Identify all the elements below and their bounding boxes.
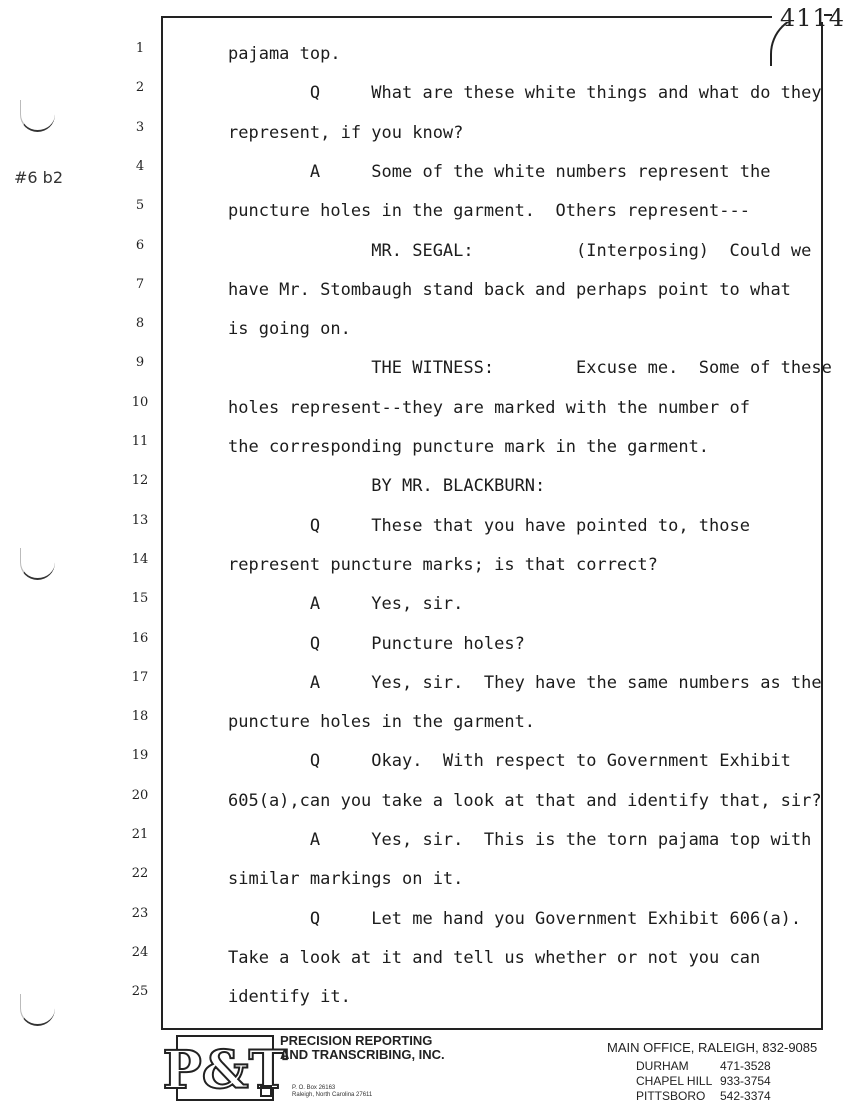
office-row-chapel-hill <box>636 1074 816 1089</box>
binder-hole-mark <box>20 994 55 1026</box>
line-number: 19 <box>131 748 149 763</box>
transcript-line: Q Let me hand you Government Exhibit 606(a). <box>228 909 802 929</box>
transcript-line: A Yes, sir. This is the torn pajama top with <box>228 830 812 850</box>
transcript-line: BY MR. BLACKBURN: <box>228 476 546 496</box>
company-logo <box>162 1032 288 1104</box>
transcript-line: Q Okay. With respect to Government Exhibit <box>228 751 791 771</box>
line-number: 5 <box>135 198 145 213</box>
line-number: 2 <box>135 80 145 95</box>
line-number: 16 <box>131 631 149 646</box>
line-number: 23 <box>131 906 149 921</box>
transcript-line: THE WITNESS: Excuse me. Some of these <box>228 358 832 378</box>
address-line2: Raleigh, North Carolina 27611 <box>292 1092 373 1098</box>
transcript-line: A Some of the white numbers represent the <box>228 162 771 182</box>
transcript-line: represent, if you know? <box>228 123 464 143</box>
line-number: 14 <box>131 552 149 567</box>
line-number: 1 <box>135 41 145 56</box>
transcript-line: puncture holes in the garment. Others represent--- <box>228 201 750 221</box>
line-number: 8 <box>135 316 145 331</box>
line-number: 9 <box>135 355 145 370</box>
line-number: 4 <box>135 159 145 174</box>
company-name-line1: PRECISION REPORTING <box>280 1033 433 1048</box>
office-city: PITTSBORO <box>636 1089 706 1103</box>
office-phone: 542-3374 <box>720 1089 771 1103</box>
transcript-line: Q These that you have pointed to, those <box>228 516 750 536</box>
transcript-line: 605(a),can you take a look at that and identify that, sir? <box>228 791 822 811</box>
transcript-line: pajama top. <box>228 44 341 64</box>
line-number: 3 <box>135 120 145 135</box>
company-name-line2: AND TRANSCRIBING, INC. <box>280 1047 445 1062</box>
line-number: 12 <box>131 473 149 488</box>
transcript-line: Take a look at it and tell us whether or not you can <box>228 948 761 968</box>
company-name <box>280 1034 480 1062</box>
line-number: 20 <box>131 788 149 803</box>
page-number: 4114 <box>780 4 846 32</box>
company-address <box>292 1085 432 1099</box>
office-city: CHAPEL HILL <box>636 1074 713 1088</box>
transcript-line: A Yes, sir. They have the same numbers as the <box>228 673 822 693</box>
transcript-line: holes represent--they are marked with the number of <box>228 398 750 418</box>
transcript-line: the corresponding puncture mark in the garment. <box>228 437 710 457</box>
line-number: 24 <box>131 945 149 960</box>
transcript-line: similar markings on it. <box>228 869 464 889</box>
transcript-line: Q What are these white things and what do they <box>228 83 822 103</box>
line-number: 11 <box>131 434 149 449</box>
office-phone: 471-3528 <box>720 1059 771 1073</box>
transcript-line: MR. SEGAL: (Interposing) Could we <box>228 241 812 261</box>
transcript-line: represent puncture marks; is that correct? <box>228 555 658 575</box>
line-number: 13 <box>131 513 149 528</box>
transcript-line: puncture holes in the garment. <box>228 712 536 732</box>
office-city: DURHAM <box>636 1059 689 1073</box>
logo-lettering: P&T <box>162 1040 288 1101</box>
address-line1: P. O. Box 26163 <box>292 1085 336 1091</box>
line-number: 18 <box>131 709 149 724</box>
transcript-line: A Yes, sir. <box>228 594 464 614</box>
line-number: 6 <box>135 238 145 253</box>
binder-hole-mark <box>20 100 55 132</box>
line-number: 15 <box>131 591 149 606</box>
line-number: 10 <box>131 395 149 410</box>
office-row-durham <box>636 1059 816 1074</box>
line-number: 22 <box>131 866 149 881</box>
transcript-line: Q Puncture holes? <box>228 634 525 654</box>
line-number: 7 <box>135 277 145 292</box>
line-number: 25 <box>131 984 149 999</box>
office-phone: 933-3754 <box>720 1074 771 1088</box>
line-number: 21 <box>131 827 149 842</box>
transcript-line: identify it. <box>228 987 351 1007</box>
office-row-pittsboro <box>636 1089 816 1104</box>
transcript-line: is going on. <box>228 319 351 339</box>
main-office: MAIN OFFICE, RALEIGH, 832-9085 <box>607 1040 818 1055</box>
transcript-line: have Mr. Stombaugh stand back and perhaps point to what <box>228 280 791 300</box>
margin-note: #6 b2 <box>14 168 64 187</box>
line-number: 17 <box>131 670 149 685</box>
binder-hole-mark <box>20 548 55 580</box>
